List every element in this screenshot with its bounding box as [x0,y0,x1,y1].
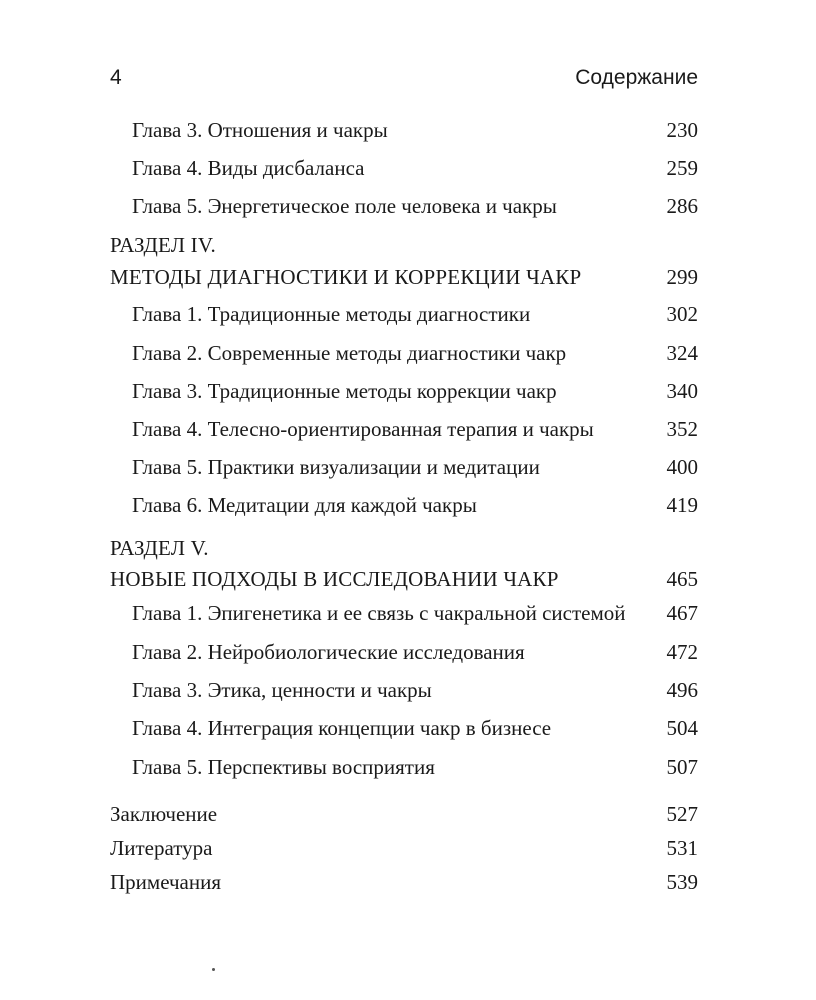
toc-entry-label: Глава 2. Современные методы диагностики чакр [132,341,567,365]
toc-entry-label: Примечания [110,870,222,894]
toc-entry [0,414,816,444]
section-heading [0,533,816,563]
toc-entry-page: 504 [666,716,698,740]
toc-entry [0,191,816,221]
toc-entry-page: 496 [666,678,698,702]
toc-entry [0,115,816,145]
toc-entry-page: 340 [666,379,698,403]
toc-entry [0,299,816,329]
toc-entry-label: Глава 3. Этика, ценности и чакры [132,678,432,702]
toc-entry-page: 286 [666,194,698,218]
toc-entry-label: Глава 3. Традиционные методы коррекции чакр [132,379,557,403]
toc-entry [0,637,816,667]
toc-entry [0,833,816,863]
toc-entry-label: Глава 1. Традиционные методы диагностики [132,302,531,326]
toc-entry-page: 302 [666,302,698,326]
toc-entry [0,675,816,705]
section-heading-label: РАЗДЕЛ V. [110,536,209,560]
scan-speck [212,968,215,971]
section-title-page: 465 [666,567,698,591]
toc-entry-label: Глава 3. Отношения и чакры [132,118,388,142]
toc-entry-page: 419 [666,493,698,517]
toc-entry-label: Глава 5. Перспективы восприятия [132,755,435,779]
toc-entry [0,490,816,520]
section-heading [0,230,816,260]
toc-entry [0,452,816,482]
toc-entry-page: 531 [666,836,698,860]
page-number: 4 [110,66,122,89]
section-title-page: 299 [666,265,698,289]
toc-entry-label: Заключение [110,802,218,826]
toc-entry-label: Глава 5. Практики визуализации и медитации [132,455,540,479]
toc-entry-page: 230 [666,118,698,142]
section-title-label: НОВЫЕ ПОДХОДЫ В ИССЛЕДОВАНИИ ЧАКР [110,567,559,591]
section-title [0,262,816,292]
toc-entry-label: Глава 6. Медитации для каждой чакры [132,493,477,517]
toc-entry [0,598,816,628]
toc-entry-page: 259 [666,156,698,180]
toc-entry-label: Литература [110,836,213,860]
toc-entry-label: Глава 4. Виды дисбаланса [132,156,365,180]
toc-entry-page: 527 [666,802,698,826]
toc-entry [0,713,816,743]
section-heading-label: РАЗДЕЛ IV. [110,233,216,257]
toc-entry [0,338,816,368]
toc-entry-label: Глава 5. Энергетическое поле человека и чакры [132,194,557,218]
toc-entry [0,153,816,183]
toc-entry [0,376,816,406]
toc-entry-page: 507 [666,755,698,779]
toc-entry-page: 352 [666,417,698,441]
toc-entry-page: 472 [666,640,698,664]
running-title: Содержание [575,66,698,89]
toc-entry-label: Глава 1. Эпигенетика и ее связь с чакральной системой [132,601,626,625]
toc-entry-page: 467 [666,601,698,625]
section-title [0,564,816,594]
toc-entry-page: 324 [666,341,698,365]
toc-entry-page: 400 [666,455,698,479]
toc-entry [0,752,816,782]
toc-entry-label: Глава 4. Интеграция концепции чакр в бизнесе [132,716,552,740]
section-title-label: МЕТОДЫ ДИАГНОСТИКИ И КОРРЕКЦИИ ЧАКР [110,265,582,289]
toc-entry-label: Глава 4. Телесно-ориентированная терапия и чакры [132,417,594,441]
toc-entry-label: Глава 2. Нейробиологические исследования [132,640,525,664]
toc-entry [0,867,816,897]
toc-entry-page: 539 [666,870,698,894]
toc-entry [0,799,816,829]
